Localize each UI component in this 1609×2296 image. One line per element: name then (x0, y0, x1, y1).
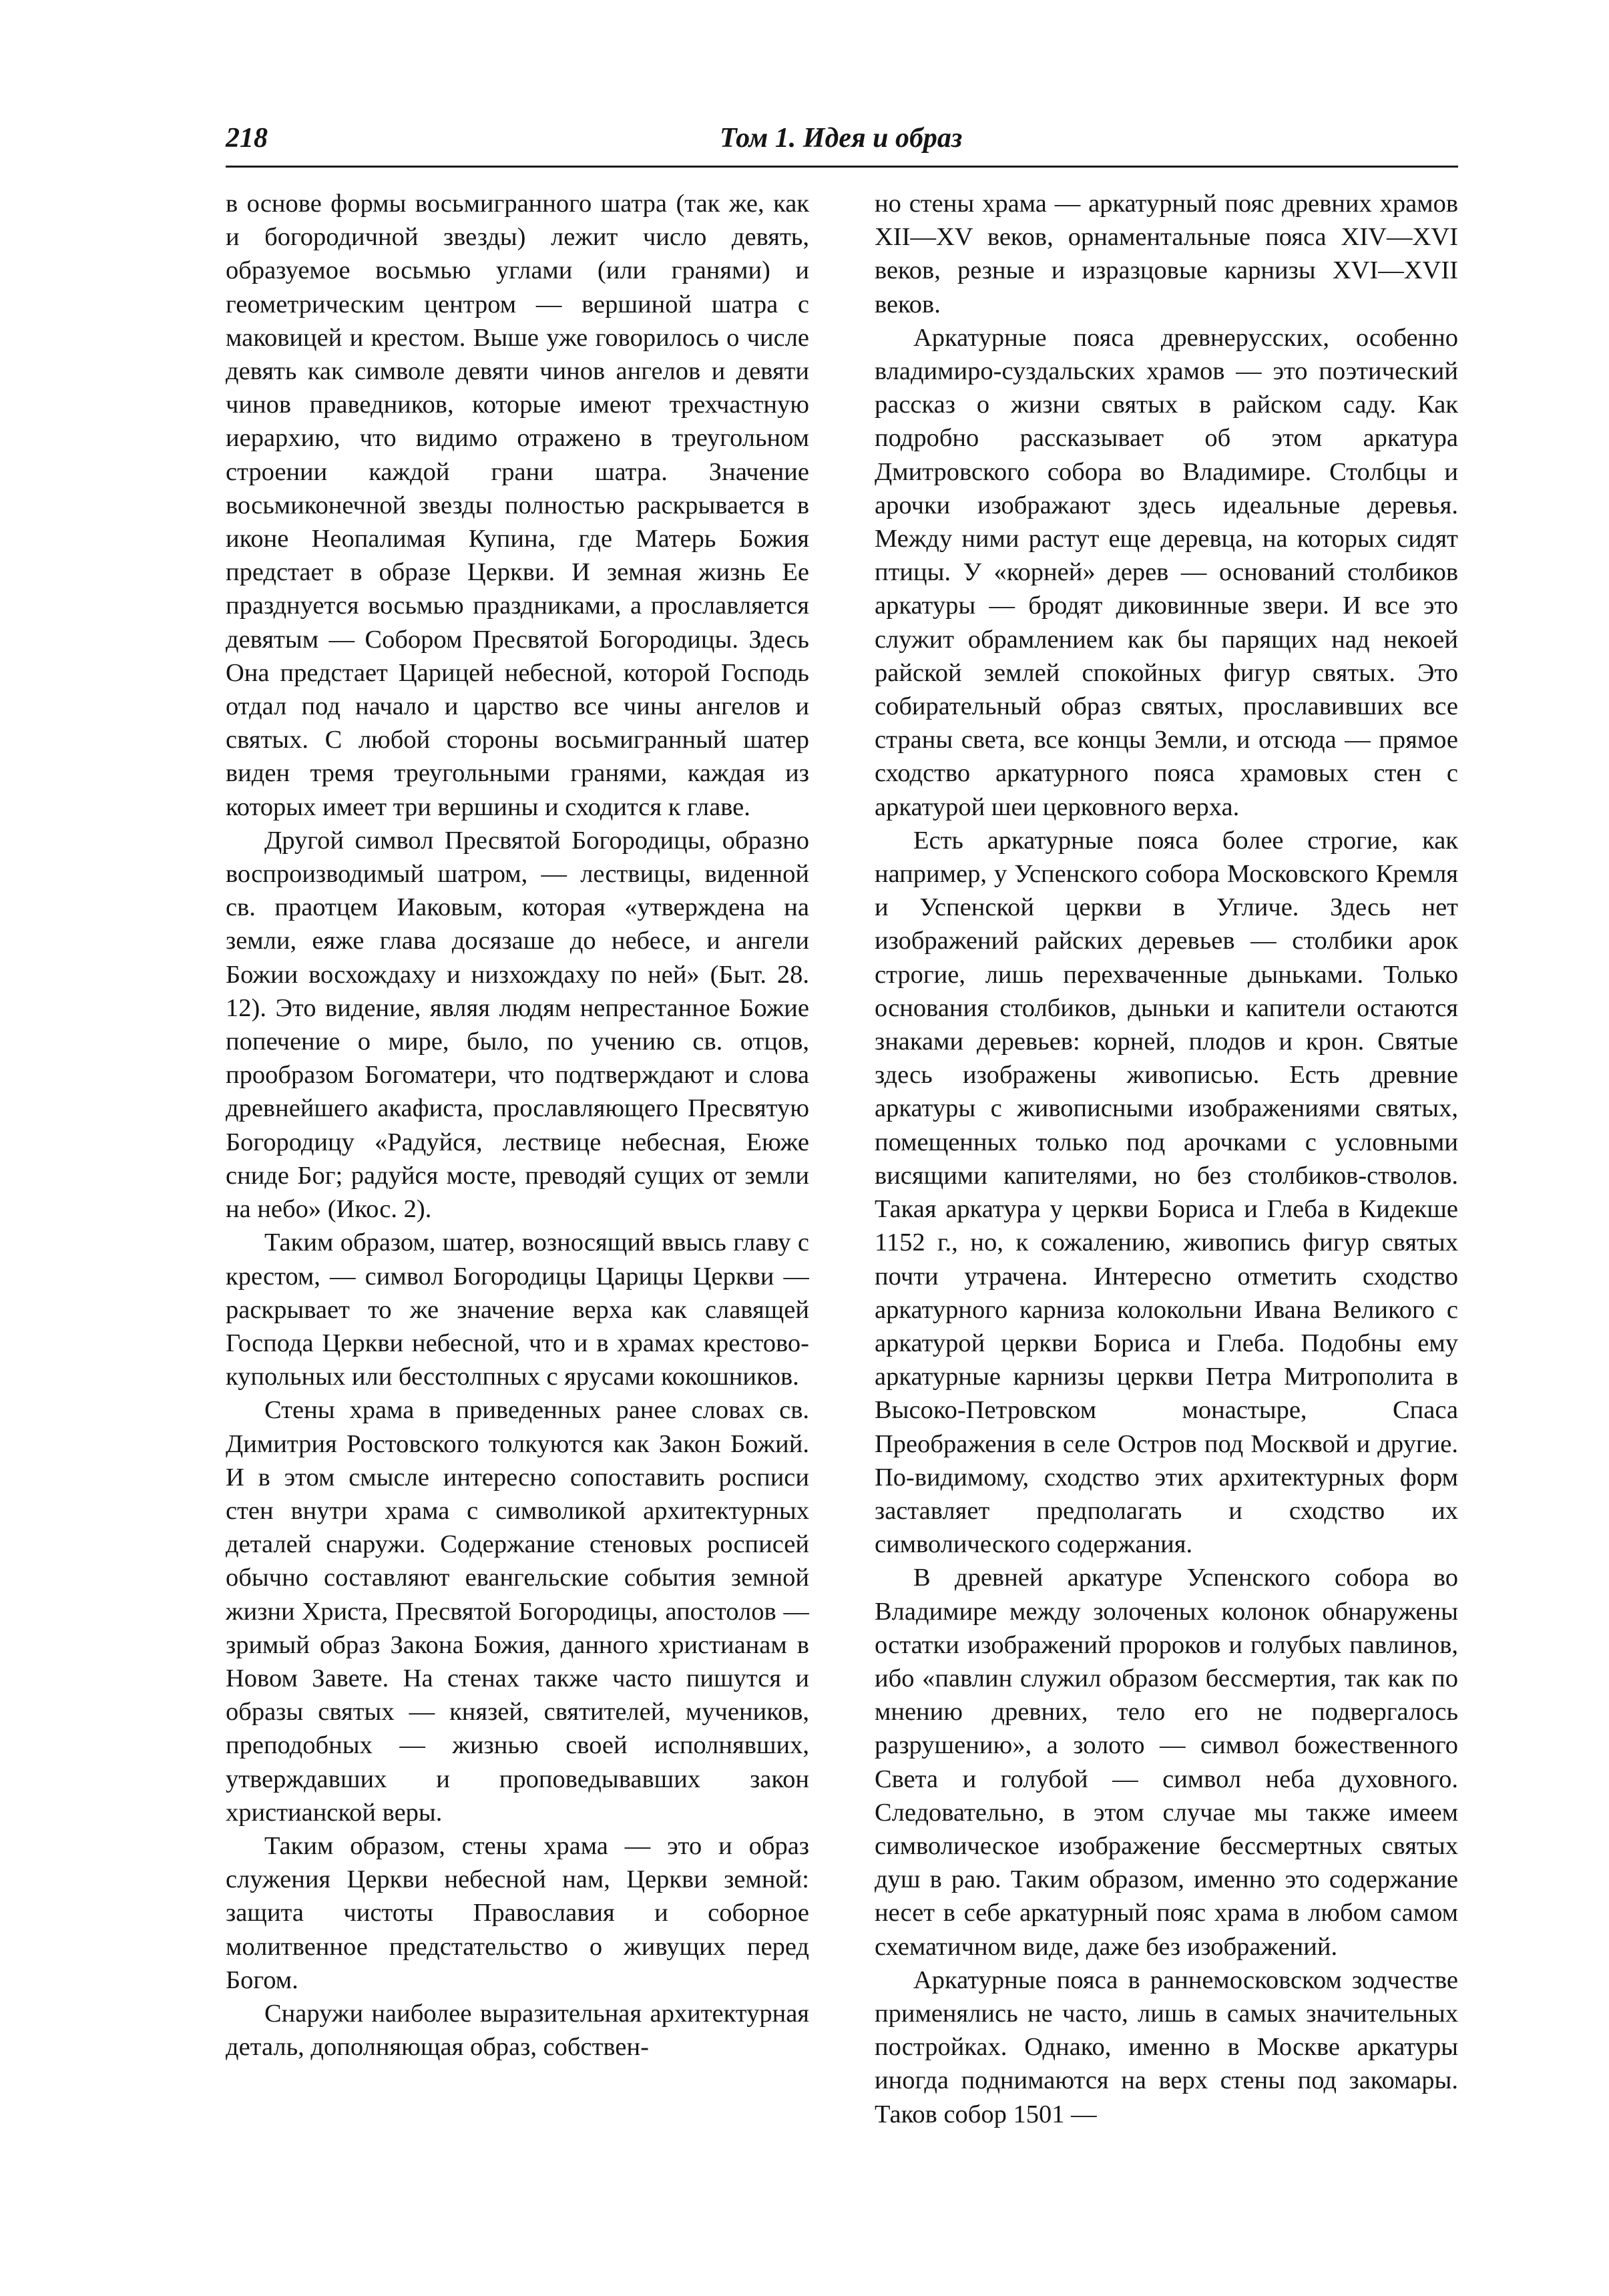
paragraph: В древней аркатуре Успенского собора во Владимире между золоченых колонок обнаружены остатки изображений пророков и голубых павлинов, ибо «павлин служил образом бессмертия, так как по мнению древних, тело его не подвергалось разрушению», а золото — символ божественного Света и голубой — символ неба духовного. Следовательно, в этом случае мы также имеем символическое изображение бессмертных святых душ в раю. Таким образом, именно это содержание несет в себе аркатурный пояс храма в любом самом схематичном виде, даже без изображений. (875, 1564, 1458, 1961)
running-head (226, 119, 1458, 168)
paragraph: Таким образом, шатер, возносящий ввысь главу с крестом, — символ Богородицы Царицы Церкви — раскрывает то же значение верха как славящей Господа Церкви небесной, что и в храмах крестово-купольных или бесстолпных с ярусами кокошников. (226, 1228, 809, 1391)
paragraph: Стены храма в приведенных ранее словах св. Димитрия Ростовского толкуются как Закон Божий. И в этом смысле интересно сопоставить росписи стен внутри храма с символикой архитектурных деталей снаружи. Содержание стеновых росписей обычно составляют евангельские события земной жизни Христа, Пресвятой Богородицы, апостолов — зримый образ Закона Божия, данного христианам в Новом Завете. На стенах также часто пишутся и образы святых — князей, святителей, мучеников, преподобных — жизнью своей исполнявших, утверждавших и проповедывавших закон христианской веры. (226, 1396, 809, 1827)
running-title: Том 1. Идея и образ (720, 123, 963, 154)
paragraph: Есть аркатурные пояса более строгие, как например, у Успенского собора Московского Кремля и Успенской церкви в Угличе. Здесь нет изображений райских деревьев — столбики арок строгие, лишь перехваченные дыньками. Только основания столбиков, дыньки и капители остаются знаками деревьев: корней, плодов и крон. Святые здесь изображены живописью. Есть древние аркатуры с живописными изображениями святых, помещенных только под арочками с условными висящими капителями, но без столбиков-стволов. Такая аркатура у церкви Бориса и Глеба в Кидекше 1152 г., но, к сожалению, живопись фигур святых почти утрачена. Интересно отметить сходство аркатурного карниза колокольни Ивана Великого с аркатурой церкви Бориса и Глеба. Подобны ему аркатурные карнизы церкви Петра Митрополита в Высоко-Петровском монастыре, Спаса Преображения в селе Остров под Москвой и другие. По-видимому, сходство этих архитектурных форм заставляет предполагать и сходство их символического содержания. (875, 826, 1458, 1559)
text-column-left (226, 187, 809, 2203)
paragraph: Таким образом, стены храма — это и образ служения Церкви небесной нам, Церкви земной: защита чистоты Православия и соборное молитвенное предстательство о живущих перед Богом. (226, 1831, 809, 1994)
paragraph: Аркатурные пояса древнерусских, особенно владимиро-суздальских храмов — это поэтический рассказ о жизни святых в райском саду. Как подробно рассказывает об этом аркатура Дмитровского собора во Владимире. Столбцы и арочки изображают здесь идеальные деревья. Между ними растут еще деревца, на которых сидят птицы. У «корней» дерев — оснований столбиков аркатуры — бродят диковинные звери. И все это служит обрамлением как бы парящих над некоей райской землей спокойных фигур святых. Это собирательный образ святых, прославивших все страны света, все концы Земли, и отсюда — прямое сходство аркатурного пояса храмовых стен с аркатурой шеи церковного верха. (875, 323, 1458, 821)
paragraph: Аркатурные пояса в раннемосковском зодчестве применялись не часто, лишь в самых значительных постройках. Однако, именно в Москве аркатуры иногда поднимаются на верх стены под закомары. Таков собор 1501 — (875, 1966, 1458, 2128)
page-number: 218 (226, 123, 268, 154)
paragraph: но стены храма — аркатурный пояс древних храмов XII—XV веков, орнаментальные пояса XIV—XVI веков, резные и изразцовые карнизы XVI—XVII веков. (875, 190, 1458, 318)
paragraph: в основе формы восьмигранного шатра (так же, как и богородичной звезды) лежит число девять, образуемое восьмью углами (или гранями) и геометрическим центром — вершиной шатра с маковицей и крестом. Выше уже говорилось о числе девять как символе девяти чинов ангелов и девяти чинов праведников, которые имеют трехчастную иерархию, что видимо отражено в треугольном строении каждой грани шатра. Значение восьмиконечной звезды полностью раскрывается в иконе Неопалимая Купина, где Матерь Божия предстает в образе Церкви. И земная жизнь Ее празднуется восьмью праздниками, а прославляется девятым — Собором Пресвятой Богородицы. Здесь Она предстает Царицей небесной, которой Господь отдал под начало и царство все чины ангелов и святых. С любой стороны восьмигранный шатер виден тремя треугольными гранями, каждая из которых имеет три вершины и сходится к главе. (226, 190, 809, 821)
paragraph: Снаружи наиболее выразительная архитектурная деталь, дополняющая образ, собствен- (226, 1999, 809, 2062)
paragraph: Другой символ Пресвятой Богородицы, образно воспроизводимый шатром, — лествицы, виденной св. праотцем Иаковым, которая «утверждена на земли, еяже глава досязаше до небесе, и ангели Божии восхождаху и низхождаху по ней» (Быт. 28. 12). Это видение, являя людям непрестанное Божие попечение о мире, было, по учению св. отцов, прообразом Богоматери, что подтверждают и слова древнейшего акафиста, прославляющего Пресвятую Богородицу «Радуйся, лествице небесная, Еюже сниде Бог; радуйся мосте, преводяй сущих от земли на небо» (Икос. 2). (226, 826, 809, 1224)
text-column-right (875, 187, 1458, 2203)
